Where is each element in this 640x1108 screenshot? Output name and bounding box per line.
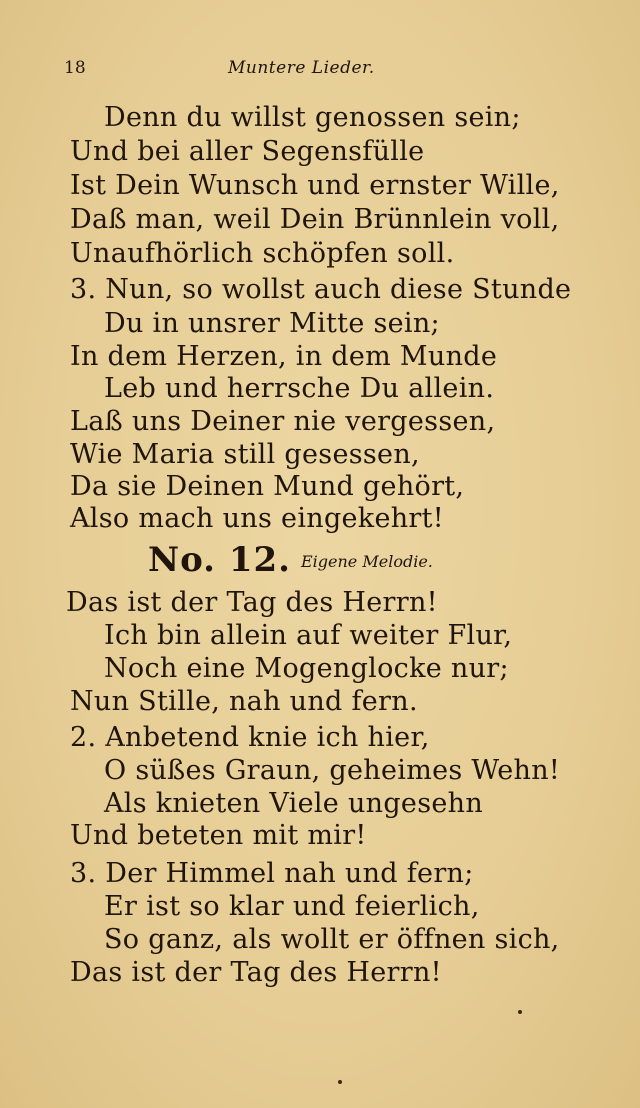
verse-line: Ist Dein Wunsch und ernster Wille, [70,170,560,201]
verse-line: In dem Herzen, in dem Munde [70,341,498,372]
verse-line: Das ist der Tag des Herrn! [66,587,438,618]
verse-line: Und beteten mit mir! [70,820,367,851]
verse-line: Das ist der Tag des Herrn! [70,957,442,988]
verse-line: Und bei aller Segensfülle [70,136,425,167]
verse-line: 2. Anbetend knie ich hier, [70,722,430,753]
verse-line: Also mach uns eingekehrt! [70,503,444,534]
verse-line: 3. Nun, so wollst auch diese Stunde [70,274,572,305]
page-header [0,58,640,88]
verse-line: Wie Maria still gesessen, [70,439,420,470]
verse-line: Daß man, weil Dein Brünnlein voll, [70,204,560,235]
verse-line: Als knieten Viele ungesehn [104,788,484,819]
verse-line: Unaufhörlich schöpfen soll. [70,238,455,269]
verse-line: Ich bin allein auf weiter Flur, [104,620,513,651]
verse-line: Da sie Deinen Mund gehört, [70,471,465,502]
verse-line: Denn du willst genossen sein; [104,102,521,133]
paper-speck [518,1010,522,1014]
melody-note: Eigene Melodie. [300,552,433,571]
verse-line: Noch eine Mogenglocke nur; [104,653,509,684]
verse-line: So ganz, als wollt er öffnen sich, [104,924,560,955]
running-title: Muntere Lieder. [228,58,375,78]
verse-line: Nun Stille, nah und fern. [70,686,418,717]
verse-line: O süßes Graun, geheimes Wehn! [104,755,561,786]
hymn-number: No. 12. [148,540,291,580]
verse-line: Er ist so klar und feierlich, [104,891,480,922]
paper-speck [338,1080,342,1084]
verse-line: Du in unsrer Mitte sein; [104,308,440,339]
verse-line: 3. Der Himmel nah und fern; [70,858,474,889]
page-number: 18 [64,58,86,78]
verse-line: Leb und herrsche Du allein. [104,373,495,404]
verse-line: Laß uns Deiner nie vergessen, [70,406,496,437]
hymn-heading [148,540,433,580]
